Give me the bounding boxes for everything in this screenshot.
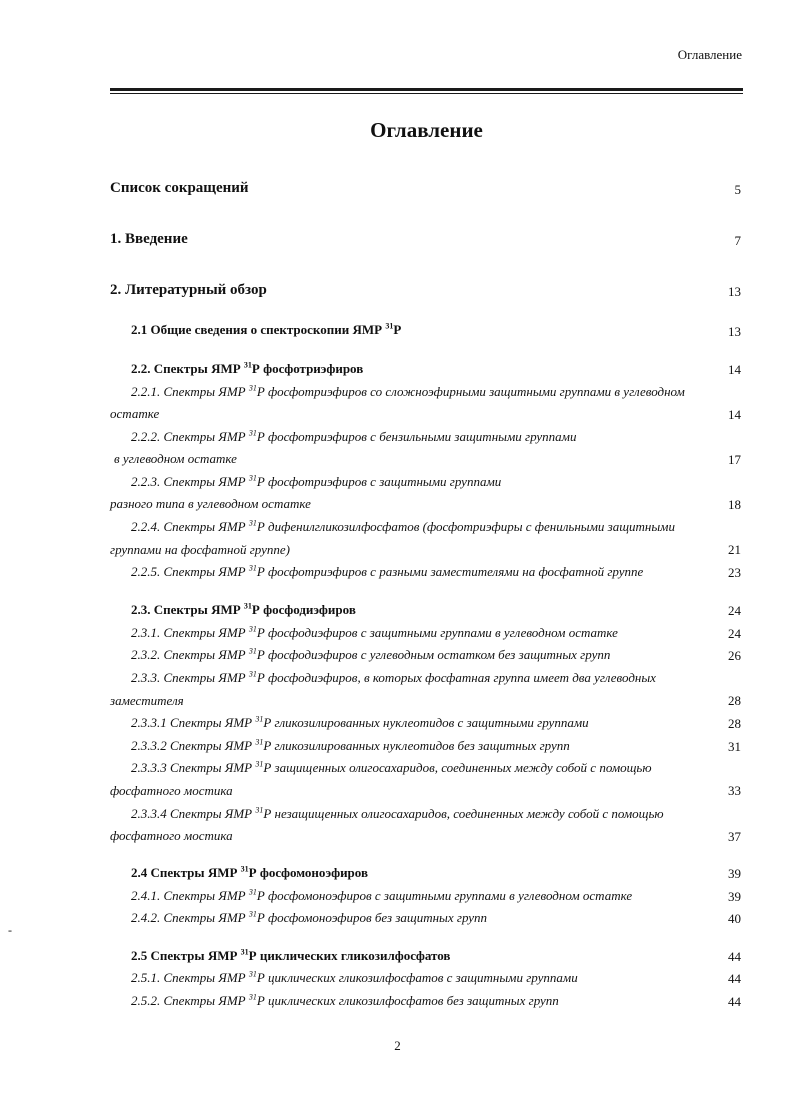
toc-entry-abbreviations [110,180,249,197]
toc-entry-continuation: в углеводном остатке [114,451,237,466]
toc-entry-continuation: фосфатного мостика [110,828,233,843]
toc-page-number: 39 [728,866,741,881]
toc-entry-title: Список сокращений [110,180,249,196]
toc-page-number: 17 [728,452,741,467]
toc-entry-introduction [110,231,188,248]
toc-entry-2-3-2: 2.3.2. Спектры ЯМР $^{31}$Р фосфодиэфиров с углеводным остатком без защитных групп [131,646,611,662]
toc-page-number: 23 [728,565,741,580]
toc-entry-2-3-3-1: 2.3.3.1 Спектры ЯМР $^{31}$Р гликозилированных нуклеотидов с защитными группами [131,714,589,730]
toc-entry-2-2-5: 2.2.5. Спектры ЯМР $^{31}$Р фосфотриэфиров с разными заместителями на фосфатной группе [131,563,644,579]
page-number: 2 [394,1038,401,1053]
toc-page-number: 13 [728,284,741,299]
toc-page-number: 18 [728,497,741,512]
toc-page-number: 28 [728,716,741,731]
toc-entry-literature-review [110,282,267,299]
toc-entry-2-2-1: 2.2.1. Спектры ЯМР $^{31}$Р фосфотриэфиров со сложноэфирными защитными группами в углеводном [131,383,685,399]
toc-entry-2-5-1: 2.5.1. Спектры ЯМР $^{31}$Р циклических гликозилфосфатов с защитными группами [131,969,578,985]
toc-page-number: 28 [728,693,741,708]
toc-entry-2-4-1: 2.4.1. Спектры ЯМР $^{31}$Р фосфомоноэфиров с защитными группами в углеводном остатке [131,887,633,903]
header-rule-thin [110,93,743,94]
toc-entry-2-5-2: 2.5.2. Спектры ЯМР $^{31}$Р циклических гликозилфосфатов без защитных групп [131,992,559,1008]
running-header: Оглавление [677,47,742,62]
toc-entry-continuation: заместителя [110,693,184,708]
toc-entry-title: 2. Литературный обзор [110,282,267,298]
toc-entry-continuation: разного типа в углеводном остатке [110,496,311,511]
toc-entry-continuation: фосфатного мостика [110,783,233,798]
toc-page-number: 7 [734,233,741,248]
toc-page-number: 21 [728,542,741,557]
toc-page-number: 44 [728,994,741,1009]
toc-entry-2-3-3: 2.3.3. Спектры ЯМР $^{31}$Р фосфодиэфиров, в которых фосфатная группа имеет два углеводных [131,669,656,685]
toc-page-number: 14 [728,362,741,377]
toc-entry-2-2-3: 2.2.3. Спектры ЯМР $^{31}$Р фосфотриэфиров с защитными группами [131,473,502,489]
toc-entry-2-2-2: 2.2.2. Спектры ЯМР $^{31}$Р фосфотриэфиров с бензильными защитными группами [131,428,577,444]
toc-page-number: 40 [728,911,741,926]
toc-entry-2-4-2: 2.4.2. Спектры ЯМР $^{31}$Р фосфомоноэфиров без защитных групп [131,909,488,925]
toc-page-number: 24 [728,626,741,641]
toc-page-number: 26 [728,648,741,663]
toc-entry-2-5: 2.5 Спектры ЯМР $^{31}$Р циклических гликозилфосфатов [131,947,451,963]
toc-page-number: 44 [728,949,741,964]
toc-entry-continuation: группами на фосфатной группе) [110,542,291,557]
toc-entry-2-3-3-3: 2.3.3.3 Спектры ЯМР $^{31}$Р защищенных олигосахаридов, соединенных между собой с помощью [131,759,652,775]
toc-entry-2-1: 2.1 Общие сведения о спектроскопии ЯМР $^{31}$Р [131,321,402,337]
toc-page-number: 31 [728,739,741,754]
toc-entry-2-3-3-2: 2.3.3.2 Спектры ЯМР $^{31}$Р гликозилированных нуклеотидов без защитных групп [131,737,570,753]
toc-page-number: 44 [728,971,741,986]
toc-entry-continuation: остатке [110,406,160,421]
toc-page-number: 39 [728,889,741,904]
toc-page-number: 14 [728,407,741,422]
header-rule-thick [110,88,743,91]
toc-entry-2-3: 2.3. Спектры ЯМР $^{31}$Р фосфодиэфиров [131,601,356,617]
toc-entry-2-3-3-4: 2.3.3.4 Спектры ЯМР $^{31}$Р незащищенных олигосахаридов, соединенных между собой с помощью [131,805,664,821]
toc-page-number: 5 [734,182,741,197]
toc-page-number: 13 [728,324,741,339]
toc-entry-2-4: 2.4 Спектры ЯМР $^{31}$Р фосфомоноэфиров [131,864,368,880]
toc-page-number: 37 [728,829,741,844]
toc-entry-title: 1. Введение [110,231,188,247]
toc-page-number: 33 [728,783,741,798]
page-title: Оглавление [370,118,483,142]
toc-entry-2-3-1: 2.3.1. Спектры ЯМР $^{31}$Р фосфодиэфиров с защитными группами в углеводном остатке [131,624,618,640]
toc-page-number: 24 [728,603,741,618]
toc-entry-2-2-4: 2.2.4. Спектры ЯМР $^{31}$Р дифенилгликозилфосфатов (фосфотриэфиры с фенильными защитными [131,518,675,534]
margin-mark: - [8,923,12,937]
toc-entry-2-2: 2.2. Спектры ЯМР $^{31}$Р фосфотриэфиров [131,360,364,376]
